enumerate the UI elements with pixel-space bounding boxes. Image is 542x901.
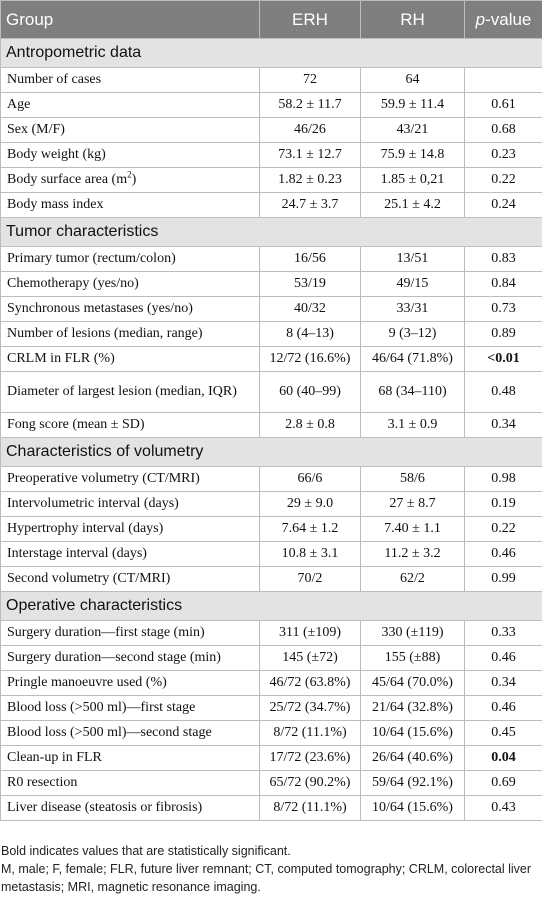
table-row [1,413,542,438]
erh-value: 65/72 (90.2%) [260,771,361,796]
table-row [1,68,542,93]
row-label-end: ) [131,172,137,187]
p-value: 0.46 [465,646,542,671]
row-label: Sex (M/F) [1,118,260,143]
table-row [1,517,542,542]
row-label [1,168,260,193]
erh-value: 8 (4–13) [260,322,361,347]
table-row [1,168,542,193]
erh-value: 53/19 [260,272,361,297]
table-row [1,467,542,492]
rh-value: 68 (34–110) [361,372,465,413]
erh-value: 25/72 (34.7%) [260,696,361,721]
p-value: 0.22 [465,168,542,193]
rh-value: 59.9 ± 11.4 [361,93,465,118]
row-label: Surgery duration—second stage (min) [1,646,260,671]
table-row [1,542,542,567]
p-value: 0.46 [465,542,542,567]
rh-value: 49/15 [361,272,465,297]
header-p-rest: -value [485,9,532,29]
row-label: Number of lesions (median, range) [1,322,260,347]
header-p-value [465,1,542,39]
section-title: Antropometric data [1,39,542,68]
p-value: 0.69 [465,771,542,796]
erh-value: 311 (±109) [260,621,361,646]
table-row [1,347,542,372]
erh-value: 46/26 [260,118,361,143]
table-row [1,272,542,297]
header-p-italic: p [475,9,486,29]
rh-value: 3.1 ± 0.9 [361,413,465,438]
section-title: Operative characteristics [1,592,542,621]
table-header [1,1,542,39]
table-row [1,297,542,322]
erh-value: 17/72 (23.6%) [260,746,361,771]
p-value: 0.33 [465,621,542,646]
row-label: Surgery duration—first stage (min) [1,621,260,646]
erh-value: 46/72 (63.8%) [260,671,361,696]
erh-value: 24.7 ± 3.7 [260,193,361,218]
table-row [1,93,542,118]
header-erh: ERH [260,1,361,39]
row-label: Body weight (kg) [1,143,260,168]
rh-value: 25.1 ± 4.2 [361,193,465,218]
p-value: 0.24 [465,193,542,218]
rh-value: 64 [361,68,465,93]
erh-value: 145 (±72) [260,646,361,671]
table-row [1,322,542,347]
p-value: 0.45 [465,721,542,746]
section-title: Characteristics of volumetry [1,438,542,467]
p-value: 0.46 [465,696,542,721]
rh-value: 59/64 (92.1%) [361,771,465,796]
row-label: Fong score (mean ± SD) [1,413,260,438]
rh-value: 330 (±119) [361,621,465,646]
p-value: 0.34 [465,671,542,696]
p-value: 0.68 [465,118,542,143]
p-value: 0.73 [465,297,542,322]
table-body [1,39,542,821]
table-row [1,372,542,413]
erh-value: 58.2 ± 11.7 [260,93,361,118]
erh-value: 60 (40–99) [260,372,361,413]
p-value: 0.83 [465,247,542,272]
erh-value: 8/72 (11.1%) [260,721,361,746]
row-label: Blood loss (>500 ml)—first stage [1,696,260,721]
rh-value: 7.40 ± 1.1 [361,517,465,542]
row-label: Synchronous metastases (yes/no) [1,297,260,322]
row-label: Number of cases [1,68,260,93]
p-value: 0.61 [465,93,542,118]
table-row [1,143,542,168]
table-row [1,646,542,671]
table-row [1,721,542,746]
erh-value: 7.64 ± 1.2 [260,517,361,542]
p-value: 0.23 [465,143,542,168]
row-label: Second volumetry (CT/MRI) [1,567,260,592]
table-row [1,193,542,218]
row-label: CRLM in FLR (%) [1,347,260,372]
rh-value: 58/6 [361,467,465,492]
table-row [1,567,542,592]
rh-value: 1.85 ± 0,21 [361,168,465,193]
section-row [1,218,542,247]
table-row [1,118,542,143]
table-row [1,247,542,272]
erh-value: 16/56 [260,247,361,272]
rh-value: 21/64 (32.8%) [361,696,465,721]
rh-value: 26/64 (40.6%) [361,746,465,771]
section-row [1,438,542,467]
footnote-abbreviations: M, male; F, female; FLR, future liver remnant; CT, computed tomography; CRLM, colorectal liver metastasis; MRI, magnetic resonance imaging. [1,862,532,894]
erh-value: 70/2 [260,567,361,592]
rh-value: 9 (3–12) [361,322,465,347]
erh-value: 29 ± 9.0 [260,492,361,517]
rh-value: 43/21 [361,118,465,143]
p-value: 0.89 [465,322,542,347]
rh-value: 75.9 ± 14.8 [361,143,465,168]
row-label: Liver disease (steatosis or fibrosis) [1,796,260,821]
rh-value: 13/51 [361,247,465,272]
erh-value: 12/72 (16.6%) [260,347,361,372]
row-label: Pringle manoeuvre used (%) [1,671,260,696]
header-group: Group [1,1,260,39]
row-label: Diameter of largest lesion (median, IQR) [1,372,260,413]
rh-value: 46/64 (71.8%) [361,347,465,372]
rh-value: 10/64 (15.6%) [361,721,465,746]
table-row [1,696,542,721]
table-row [1,746,542,771]
p-value: <0.01 [465,347,542,372]
row-label: Age [1,93,260,118]
rh-value: 155 (±88) [361,646,465,671]
table-row [1,771,542,796]
p-value: 0.22 [465,517,542,542]
row-label: Clean-up in FLR [1,746,260,771]
p-value [465,68,542,93]
p-value: 0.19 [465,492,542,517]
erh-value: 10.8 ± 3.1 [260,542,361,567]
p-value: 0.98 [465,467,542,492]
row-label: Intervolumetric interval (days) [1,492,260,517]
p-value: 0.43 [465,796,542,821]
table-row [1,671,542,696]
erh-value: 8/72 (11.1%) [260,796,361,821]
p-value: 0.99 [465,567,542,592]
erh-value: 73.1 ± 12.7 [260,143,361,168]
row-label-superscript: 2 [127,169,132,180]
rh-value: 33/31 [361,297,465,322]
footnotes [1,842,541,896]
row-label-text: Body surface area (m [7,172,128,187]
rh-value: 10/64 (15.6%) [361,796,465,821]
section-row [1,592,542,621]
rh-value: 27 ± 8.7 [361,492,465,517]
erh-value: 1.82 ± 0.23 [260,168,361,193]
rh-value: 62/2 [361,567,465,592]
erh-value: 40/32 [260,297,361,322]
p-value: 0.84 [465,272,542,297]
footnote-significance: Bold indicates values that are statistically significant. [1,844,291,858]
table-row [1,492,542,517]
row-label: Primary tumor (rectum/colon) [1,247,260,272]
row-label: Interstage interval (days) [1,542,260,567]
row-label: Chemotherapy (yes/no) [1,272,260,297]
section-title: Tumor characteristics [1,218,542,247]
erh-value: 2.8 ± 0.8 [260,413,361,438]
p-value: 0.04 [465,746,542,771]
rh-value: 45/64 (70.0%) [361,671,465,696]
erh-value: 66/6 [260,467,361,492]
section-row [1,39,542,68]
erh-value: 72 [260,68,361,93]
p-value: 0.48 [465,372,542,413]
row-label: Hypertrophy interval (days) [1,517,260,542]
row-label: Preoperative volumetry (CT/MRI) [1,467,260,492]
table-row [1,621,542,646]
row-label: Blood loss (>500 ml)—second stage [1,721,260,746]
rh-value: 11.2 ± 3.2 [361,542,465,567]
row-label: R0 resection [1,771,260,796]
header-rh: RH [361,1,465,39]
p-value: 0.34 [465,413,542,438]
table-row [1,796,542,821]
row-label: Body mass index [1,193,260,218]
